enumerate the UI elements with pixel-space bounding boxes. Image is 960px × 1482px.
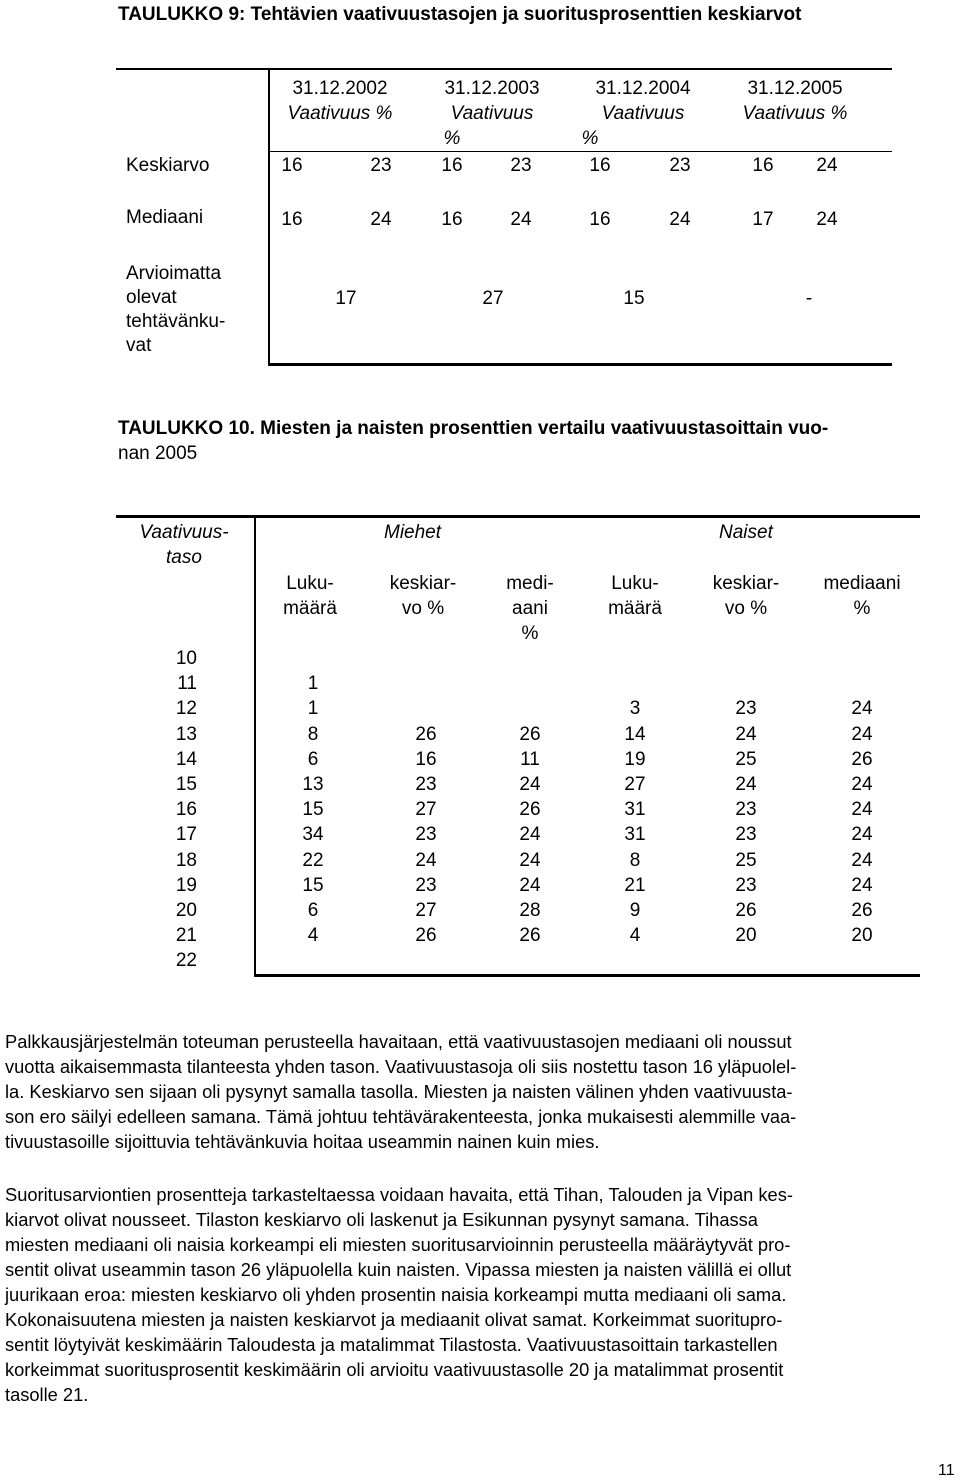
table10-cell: 16 bbox=[415, 748, 437, 770]
table9-cell: 27 bbox=[482, 288, 504, 309]
paragraph-line: kiarvot olivat nousseet. Tilaston keskiarvo oli laskenut ja Esikunnan pysynyt samana. Tihassa bbox=[5, 1209, 758, 1230]
paragraph-line: korkeimmat suoritusprosentit keskimäärin oli arvioitu vaativuustasolle 20 ja matalimmat prosentit bbox=[5, 1359, 784, 1380]
table10-cell: 8 bbox=[307, 723, 319, 745]
table9-cell: 17 bbox=[335, 288, 357, 309]
table10-cell: 31 bbox=[624, 824, 646, 846]
table10-subheader-women-avg: keskiar- bbox=[712, 573, 780, 594]
table9-cell: 17 bbox=[752, 209, 774, 230]
table10-cell: 24 bbox=[519, 874, 541, 896]
table10-cell: 34 bbox=[302, 824, 324, 846]
table9-cell: 24 bbox=[370, 209, 392, 230]
table10-subheader-women-avg-2: vo % bbox=[724, 598, 768, 619]
paragraph-line: miesten mediaani oli naisia korkeampi eli miesten suoritusarvioinnin perusteella määräytyvät pro- bbox=[5, 1234, 791, 1255]
table10-cell: 11 bbox=[520, 748, 540, 770]
table9-cell: 23 bbox=[510, 155, 532, 176]
table10-subheader-men-count: Luku- bbox=[286, 573, 334, 594]
paragraph-line: sentit löytyivät keskimäärin Taloudesta ja matalimmat Tilastosta. Vaativuustasoittain tarkastellen bbox=[5, 1334, 778, 1355]
table10-cell: 24 bbox=[851, 874, 873, 896]
table9-title: TAULUKKO 9: Tehtävien vaativuustasojen ja suoritusprosenttien keskiarvot bbox=[118, 4, 802, 25]
table9-col-date-2003: 31.12.2003 bbox=[444, 78, 540, 99]
table10-cell: 8 bbox=[629, 849, 641, 871]
paragraph-line: son ero säilyi edelleen samana. Tämä johtuu tehtävärakenteesta, jonka mukaisesti alemmille vaa- bbox=[5, 1106, 797, 1127]
table9-cell: 24 bbox=[669, 209, 691, 230]
table10-cell: 25 bbox=[735, 748, 757, 770]
table10-cell: 13 bbox=[302, 774, 324, 795]
table10-cell: 24 bbox=[519, 849, 541, 871]
table9-col-sub-2002: Vaativuus % bbox=[287, 103, 393, 124]
table9-cell: 16 bbox=[752, 155, 774, 176]
table10-subheader-men-median-3: % bbox=[521, 623, 539, 644]
table10-level-label: 11 bbox=[177, 673, 197, 695]
table10-cell: 31 bbox=[624, 799, 646, 821]
table10-row-header-line1: Vaativuus- bbox=[139, 522, 229, 543]
table10-level-label: 17 bbox=[175, 824, 197, 846]
table10-cell: 21 bbox=[624, 874, 646, 896]
table9-col-date-2004: 31.12.2004 bbox=[595, 78, 691, 99]
table10-subheader-women-median: mediaani bbox=[823, 573, 901, 594]
table9-row-label-vat: vat bbox=[126, 335, 152, 356]
table9-row-label-arvioimatta: Arvioimatta bbox=[126, 263, 222, 284]
table9-top-rule bbox=[116, 68, 892, 70]
table10-cell: 26 bbox=[519, 799, 541, 821]
table10-cell: 24 bbox=[851, 774, 873, 795]
table10-cell: 23 bbox=[735, 874, 757, 896]
table10-subheader-women-count-2: määrä bbox=[608, 598, 662, 619]
table10-cell: 24 bbox=[851, 698, 873, 720]
table10-level-label: 10 bbox=[175, 648, 197, 669]
table10-cell: 26 bbox=[851, 900, 873, 921]
paragraph-line: Kokonaisuutena miesten ja naisten keskiarvot ja mediaanit olivat samat. Korkeimmat suoritupro- bbox=[5, 1309, 783, 1330]
table10-bottom-rule bbox=[254, 974, 920, 977]
table10-cell: 26 bbox=[415, 723, 437, 745]
table10-subheader-men-median: medi- bbox=[506, 573, 554, 594]
table9-cell: 24 bbox=[510, 209, 532, 230]
table9-col-sub-2004-pct: % bbox=[581, 128, 599, 149]
table10-cell: 20 bbox=[735, 925, 757, 947]
table9-row-label-keskiarvo: Keskiarvo bbox=[126, 155, 210, 176]
paragraph-line: Suoritusarviontien prosentteja tarkasteltaessa voidaan havaita, että Tihan, Talouden ja Vipan kes- bbox=[5, 1184, 793, 1205]
table10-group-men: Miehet bbox=[384, 522, 442, 543]
table10-cell: 25 bbox=[735, 849, 757, 871]
paragraph-2 bbox=[5, 1182, 945, 1407]
table10-group-women: Naiset bbox=[719, 522, 773, 543]
paragraph-1 bbox=[5, 1029, 945, 1154]
table10-row-header-line2: taso bbox=[166, 547, 202, 568]
paragraph-line: vuotta aikaisemmasta tilanteesta yhden tason. Vaativuustasoja oli siis nostettu tason 16 yläpuolel- bbox=[5, 1056, 797, 1077]
table9-header-rule bbox=[269, 151, 892, 152]
paragraph-line: juurikaan eroa: miesten keskiarvo oli yhden prosentin naisia korkeampi mutta mediaani oli sama. bbox=[5, 1284, 787, 1305]
table10-cell: 9 bbox=[629, 900, 641, 921]
table10-subheader-men-count-2: määrä bbox=[283, 598, 337, 619]
table10-cell: 24 bbox=[415, 849, 437, 871]
table10-cell: 14 bbox=[624, 723, 646, 745]
table10-level-label: 20 bbox=[175, 900, 197, 921]
table10-cell: 24 bbox=[851, 849, 873, 871]
table10-cell: 26 bbox=[519, 723, 541, 745]
page-number: 11 bbox=[938, 1462, 955, 1479]
table10-subheader-women-count: Luku- bbox=[611, 573, 659, 594]
table10-level-label: 14 bbox=[175, 748, 197, 770]
table10-level-label: 18 bbox=[175, 849, 197, 871]
table10-level-label: 22 bbox=[175, 950, 197, 972]
table10-cell: 28 bbox=[519, 900, 541, 921]
table9-col-sub-2003: Vaativuus bbox=[450, 103, 534, 124]
paragraph-line: Palkkausjärjestelmän toteuman perusteella havaitaan, että vaativuustasojen mediaani oli noussut bbox=[5, 1031, 792, 1052]
table9-cell: 16 bbox=[441, 155, 463, 176]
table10-cell: 24 bbox=[519, 774, 541, 795]
table10-cell: 1 bbox=[307, 673, 319, 695]
table9-cell: 16 bbox=[441, 209, 463, 230]
table10-cell: 24 bbox=[851, 723, 873, 745]
table10-cell: 23 bbox=[735, 799, 757, 821]
table10-cell: 27 bbox=[624, 774, 646, 795]
table10-cell: 24 bbox=[735, 774, 757, 795]
paragraph-line: tasolle 21. bbox=[5, 1384, 89, 1405]
paragraph-line: sentit olivat useammin tason 26 yläpuolella kuin naisten. Vipassa miesten ja naisten välillä ei ollut bbox=[5, 1259, 792, 1280]
table10-cell: 4 bbox=[307, 925, 319, 947]
table10-cell: 26 bbox=[735, 900, 757, 921]
table9-cell: 16 bbox=[281, 155, 303, 176]
table10-level-label: 21 bbox=[175, 925, 197, 947]
table10-cell: 24 bbox=[735, 723, 757, 745]
table10-cell: 23 bbox=[415, 874, 437, 896]
table10-cell: 15 bbox=[302, 799, 324, 821]
table10-cell: 27 bbox=[415, 900, 437, 921]
table9-col-date-2002: 31.12.2002 bbox=[292, 78, 388, 99]
table10-cell: 22 bbox=[302, 849, 324, 871]
table9-cell: 24 bbox=[816, 209, 838, 230]
table10-level-label: 16 bbox=[175, 799, 197, 821]
table10-cell: 26 bbox=[415, 925, 437, 947]
table10-cell: 15 bbox=[302, 874, 324, 896]
table9-col-sub-2005: Vaativuus % bbox=[742, 103, 848, 124]
table10-cell: 26 bbox=[851, 748, 873, 770]
table10-top-rule bbox=[116, 515, 920, 518]
table10-cell: 23 bbox=[735, 698, 757, 720]
table10-subheader-men-median-2: aani bbox=[512, 598, 548, 619]
table10-cell: 23 bbox=[735, 824, 757, 846]
table9-col-sub-2004: Vaativuus bbox=[601, 103, 685, 124]
table9-vertical-rule bbox=[268, 70, 270, 366]
table9-col-sub-2003-pct: % bbox=[443, 128, 461, 149]
table9-cell: 16 bbox=[281, 209, 303, 230]
table10-title-line1: TAULUKKO 10. Miesten ja naisten prosenttien vertailu vaativuustasoittain vuo- bbox=[118, 418, 829, 439]
table9-cell: 15 bbox=[623, 288, 645, 309]
table10-vertical-rule bbox=[254, 518, 256, 976]
table10-cell: 6 bbox=[307, 900, 319, 921]
table10-cell: 1 bbox=[307, 698, 319, 720]
table10-level-label: 15 bbox=[175, 774, 197, 795]
table9-bottom-rule bbox=[268, 363, 892, 366]
table9-cell: 16 bbox=[589, 155, 611, 176]
table10-cell: 26 bbox=[519, 925, 541, 947]
table10-cell: 6 bbox=[307, 748, 319, 770]
table10-cell: 24 bbox=[519, 824, 541, 846]
table9-cell: 24 bbox=[816, 155, 838, 176]
table9-row-label-mediaani: Mediaani bbox=[126, 207, 204, 228]
table10-subheader-women-median-2: % bbox=[853, 598, 871, 619]
table10-cell: 3 bbox=[629, 698, 641, 720]
table10-cell: 20 bbox=[851, 925, 873, 947]
table10-cell: 4 bbox=[629, 925, 641, 947]
table9-cell: 23 bbox=[370, 155, 392, 176]
table9-cell: 16 bbox=[589, 209, 611, 230]
table10-level-label: 12 bbox=[175, 698, 197, 720]
table9-col-date-2005: 31.12.2005 bbox=[747, 78, 843, 99]
table10-title-line2: nan 2005 bbox=[118, 443, 198, 464]
paragraph-line: tivuustasoille sijoittuvia tehtävänkuvia hoitaa useammin nainen kuin mies. bbox=[5, 1131, 600, 1152]
table9-cell: - bbox=[805, 288, 813, 309]
table10-cell: 23 bbox=[415, 824, 437, 846]
table9-row-label-olevat: olevat bbox=[126, 287, 177, 308]
table10-cell: 27 bbox=[415, 799, 437, 821]
table10-level-label: 13 bbox=[175, 723, 197, 745]
table10-cell: 24 bbox=[851, 824, 873, 846]
table10-cell: 23 bbox=[415, 774, 437, 795]
table9-cell: 23 bbox=[669, 155, 691, 176]
table10-level-label: 19 bbox=[175, 874, 197, 896]
table10-cell: 24 bbox=[851, 799, 873, 821]
table10-subheader-men-avg: keskiar- bbox=[389, 573, 457, 594]
paragraph-line: la. Keskiarvo sen sijaan oli pysynyt samalla tasolla. Miesten ja naisten välinen yhden vaativuusta- bbox=[5, 1081, 793, 1102]
table10-cell: 19 bbox=[624, 748, 646, 770]
table10-subheader-men-avg-2: vo % bbox=[401, 598, 445, 619]
table9-row-label-tehtavanku: tehtävänku- bbox=[126, 311, 226, 332]
